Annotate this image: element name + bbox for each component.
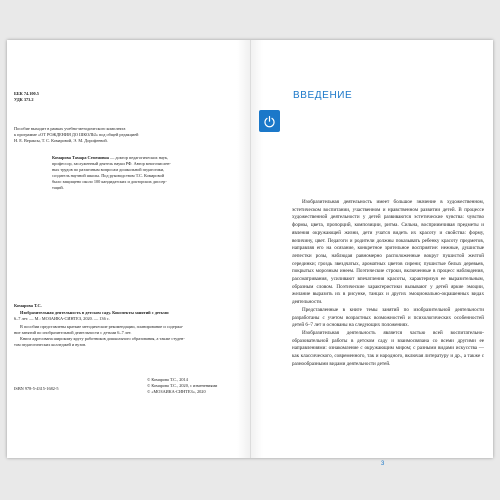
series-note-line: к программе «ОТ РОЖДЕНИЯ ДО ШКОЛЫ» под общей редакцией (14, 132, 139, 137)
author-bio-line: ных трудов по различным вопросам дошкольной педагогики, (52, 167, 165, 172)
body-paragraph: Изобразительная деятельность является частью всей воспитательно-образовательной работы в детском саду и взаимосвязана со всеми другими ее направлениями: ознакомление с окружающим миром; с разными видами искусства — как классического, современного, так и народного, включая литературу и др., а также с разнообразными видами деятельности детей. (292, 329, 484, 367)
annotation-line: В пособии представлены краткие методические рекомендации, планирование и содержа- (20, 324, 184, 329)
annotation-line: там педагогических колледжей и вузов. (14, 342, 87, 347)
catalog-author: Комарова Т.С. (14, 303, 42, 308)
author-bio-line: профессор, заслуженный деятель науки РФ. Автор многочислен- (52, 161, 171, 166)
annotation-line: Книга адресована широкому кругу работников дошкольного образования, а также студен- (20, 336, 185, 341)
series-note-line: Пособие выходит в рамках учебно-методического комплекта (14, 126, 126, 131)
copyright-line: © Комарова Т.С., 2014 (147, 377, 188, 382)
bbk-code: ББК 74.100.5 (14, 91, 39, 96)
catalog-title-line: Изобразительная деятельность в детском саду. Конспекты занятий с детьми (20, 310, 169, 315)
copyright-line: © «МОЗАИКА-СИНТЕЗ», 2020 (147, 389, 206, 394)
body-paragraph: Изобразительная деятельность имеет большое значение в художественном, эстетическом воспитании, учаственном и нравственном развитии детей. В процессе художественной деятельности у детей развиваются эстетические чувства: чувство формы, цвета, пропорций, композиции, ритма. Сильна, восприимчивая предметы и явления окружающей жизни, дети учатся видеть их красоту и свойства: форму, величину, цвет. Педагоги и родители должны показывать ребенку красоту предметов, направляя его на осязание, конкретное зрительное восприятие: нежные, душистые лепестки розы, наблюдая равномерно расположенные вокруг пушистой желтой серединки; гроздь звездчатых, ароматных цветов сирени; пушистые белых деревьев, покрытых морозным инеем. Поэтические строки, включенные в процесс наблюдения, рассматривания, усиливают впечатления красоты, характеризуя ее выразительным, образным словом. Поэтические характеристики вызывают у детей яркие эмоции, желание выразить их в рисунке, танцах и других эмоционально-окрашенных видах деятельности. (292, 199, 484, 306)
annotation-line: ние занятий по изобразительной деятельности с детьми 6–7 лет. (14, 330, 132, 335)
isbn: ISBN 978-5-4315-1682-5 (14, 386, 59, 391)
body-paragraph: Представленные в книге темы занятий по изобразительной деятельности разработаны с учетом возрастных возможностей и психологических особенностей детей 6–7 лет и основаны на следующих положениях. (292, 306, 484, 329)
power-icon (263, 115, 276, 128)
copyright-line: © Комарова Т.С., 2020, с изменениями (147, 383, 218, 388)
section-heading: ВВЕДЕНИЕ (293, 90, 353, 101)
series-note-line: Н. Е. Вераксы, Т. С. Комаровой, Э. М. Дорофеевой. (14, 138, 108, 143)
chapter-badge (259, 110, 280, 132)
catalog-title-line: 6–7 лет. — М.: МОЗАИКА-СИНТЕЗ, 2020. — 136 с. (14, 316, 110, 321)
author-bio-line: было защищено около 100 кандидатских и докторских диссер- (52, 179, 167, 184)
body-text (292, 199, 484, 368)
author-bio-line: таций. (52, 185, 64, 190)
page-number: 3 (381, 461, 385, 467)
left-page (7, 40, 250, 458)
author-bio-line: Комарова Тамара Семеновна — доктор педагогических наук, (52, 155, 169, 160)
author-bio-line: создатель научной школы. Под руководством Т.С. Комаровой (52, 173, 165, 178)
book-spread (7, 40, 493, 467)
udk-code: УДК 373.2 (14, 97, 34, 102)
